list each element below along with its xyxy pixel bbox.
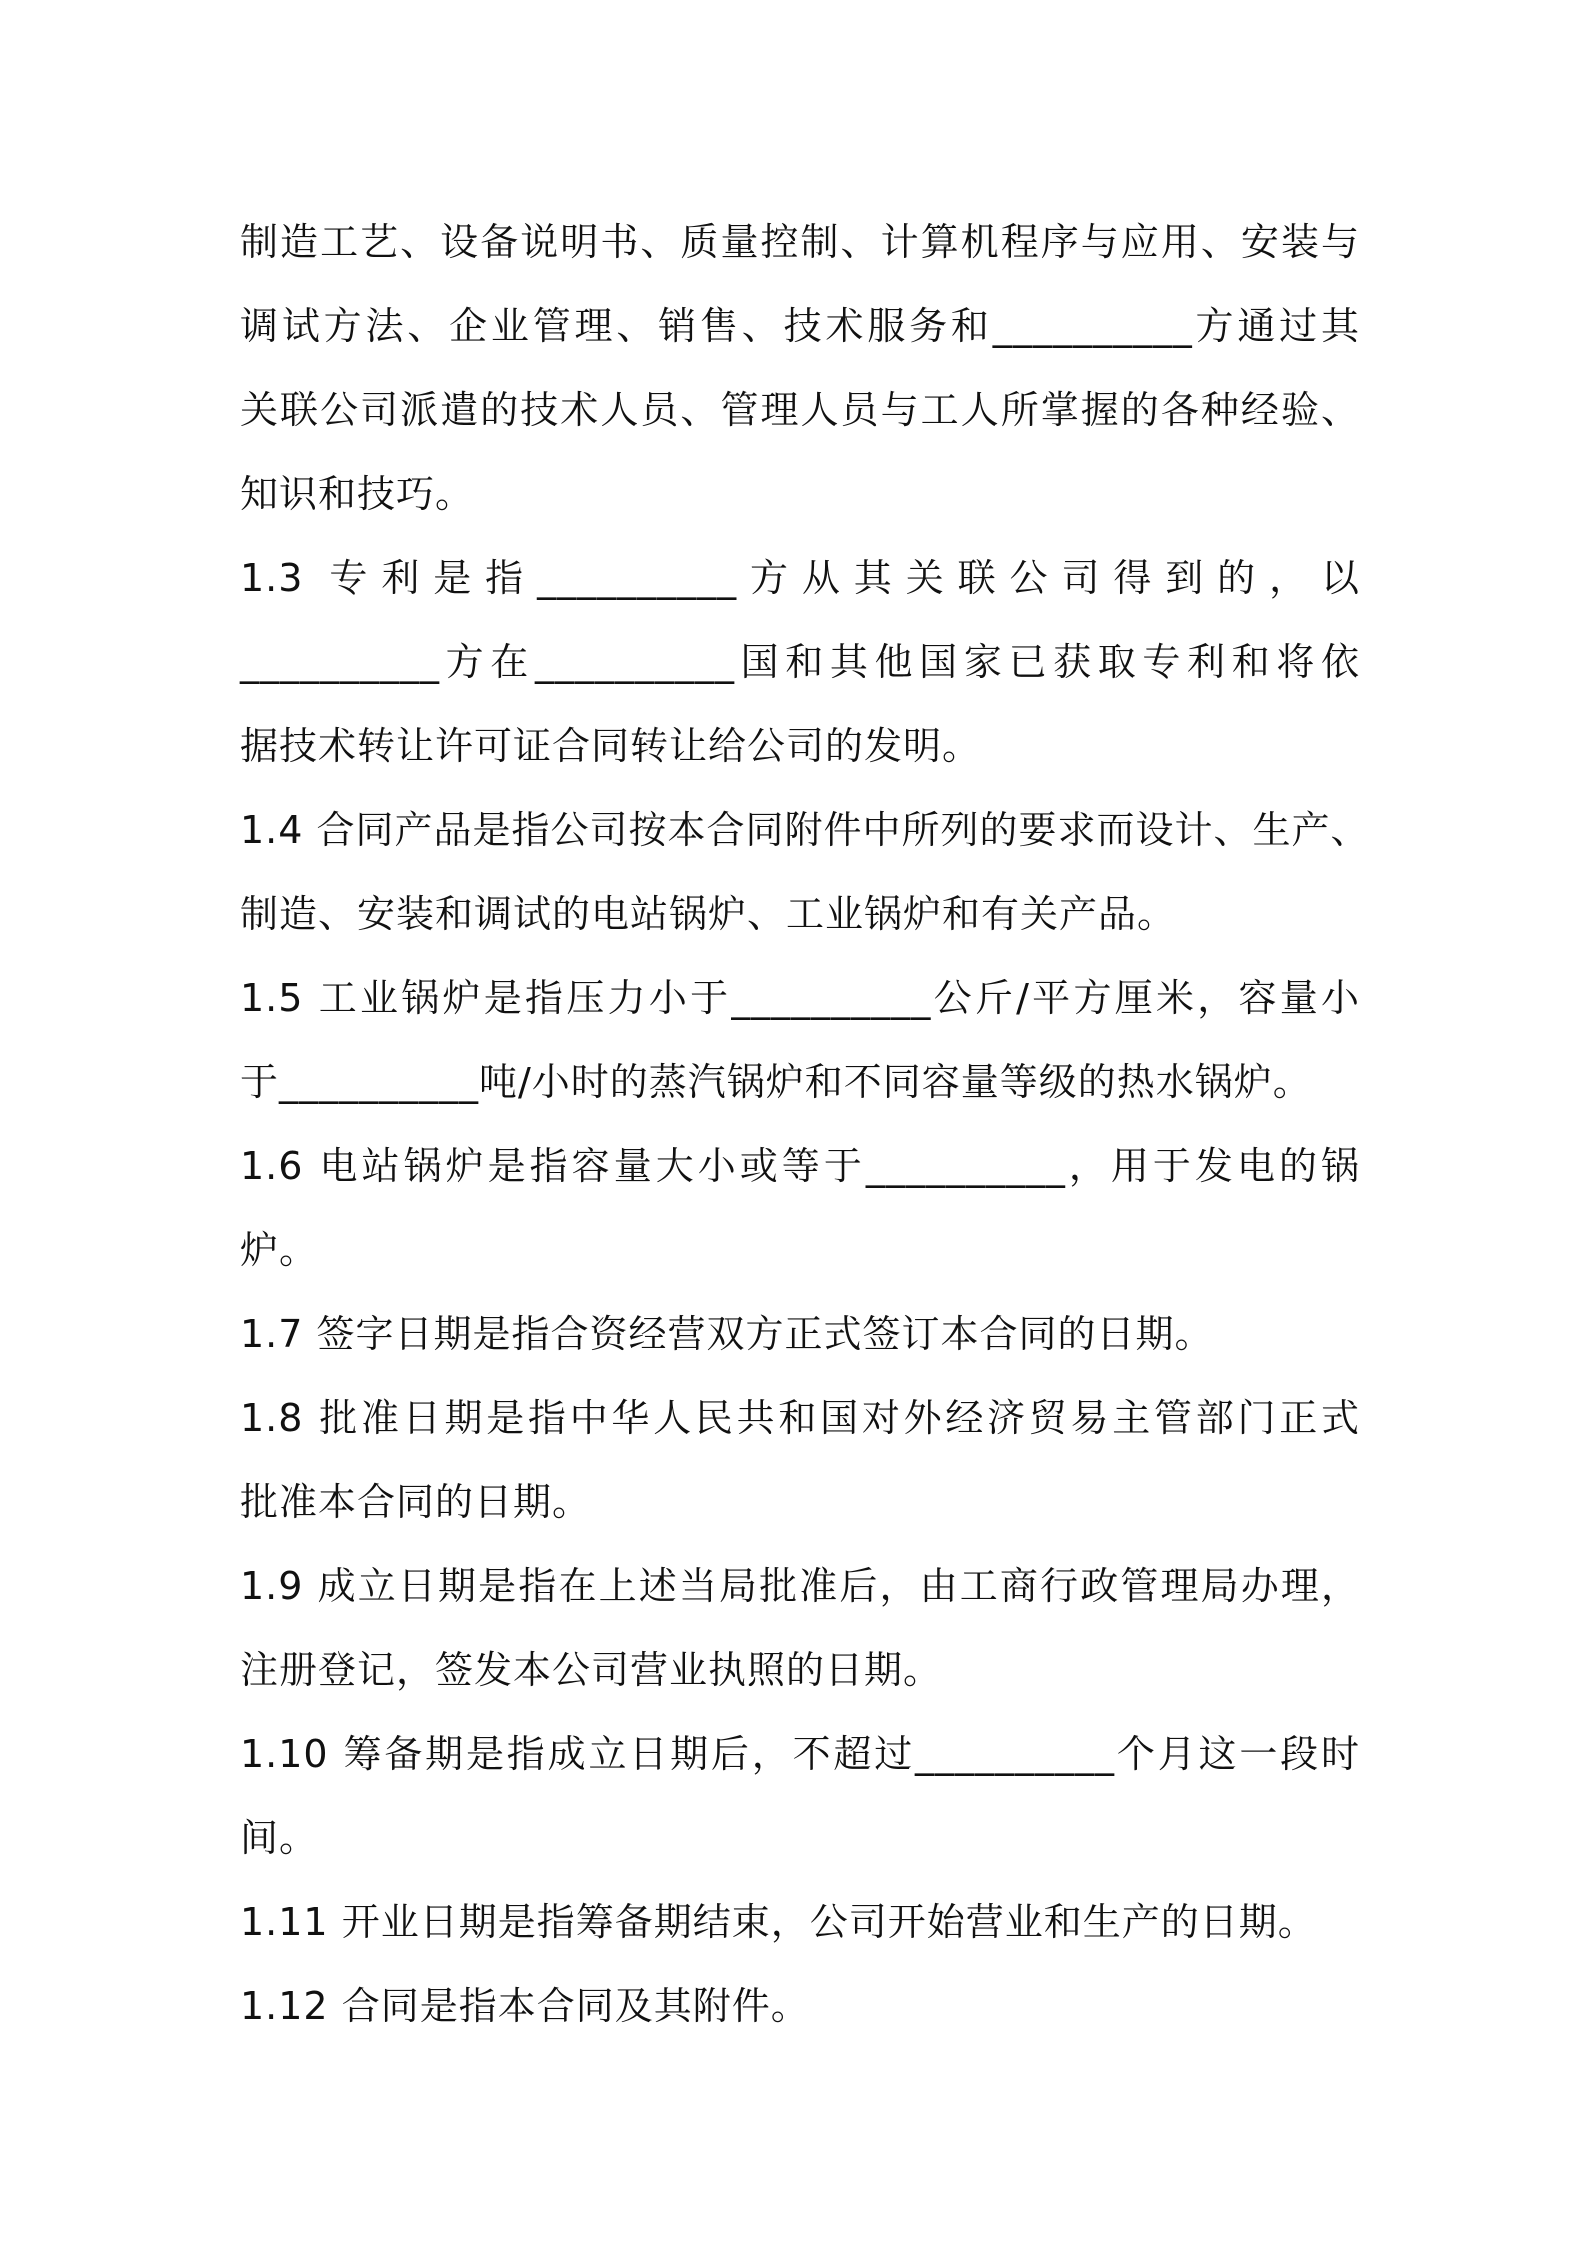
clause-1-10: 1.10 筹备期是指成立日期后，不超过__________个月这一段时 — [240, 1732, 1360, 1776]
text-line: 调试方法、企业管理、销售、技术服务和__________方通过其 — [240, 304, 1360, 348]
clause-1-11: 1.11 开业日期是指筹备期结束，公司开始营业和生产的日期。 — [240, 1900, 1317, 1944]
clause-1-12: 1.12 合同是指本合同及其附件。 — [240, 1984, 810, 2028]
text-line: __________方在__________国和其他国家已获取专利和将依 — [240, 640, 1360, 684]
text-line: 炉。 — [240, 1228, 319, 1272]
document-body — [240, 200, 1370, 2048]
text-line: 知识和技巧。 — [240, 472, 475, 516]
clause-1-6: 1.6 电站锅炉是指容量大小或等于__________，用于发电的锅 — [240, 1144, 1360, 1188]
clause-1-7: 1.7 签字日期是指合资经营双方正式签订本合同的日期。 — [240, 1312, 1214, 1356]
text-line: 关联公司派遣的技术人员、管理人员与工人所掌握的各种经验、 — [240, 388, 1360, 432]
text-line: 据技术转让许可证合同转让给公司的发明。 — [240, 724, 982, 768]
text-line: 批准本合同的日期。 — [240, 1480, 592, 1524]
clause-1-9: 1.9 成立日期是指在上述当局批准后，由工商行政管理局办理， — [240, 1564, 1360, 1608]
clause-1-3: 1.3 专利是指__________方从其关联公司得到的，以 — [240, 556, 1360, 600]
text-line: 间。 — [240, 1816, 319, 1860]
text-line: 注册登记，签发本公司营业执照的日期。 — [240, 1648, 943, 1692]
text-line: 于__________吨/小时的蒸汽锅炉和不同容量等级的热水锅炉。 — [240, 1060, 1312, 1104]
clause-1-4: 1.4 合同产品是指公司按本合同附件中所列的要求而设计、生产、 — [240, 808, 1370, 852]
text-line: 制造工艺、设备说明书、质量控制、计算机程序与应用、安装与 — [240, 220, 1360, 264]
text-line: 制造、安装和调试的电站锅炉、工业锅炉和有关产品。 — [240, 892, 1177, 936]
clause-1-5: 1.5 工业锅炉是指压力小于__________公斤/平方厘米，容量小 — [240, 976, 1360, 1020]
clause-1-8: 1.8 批准日期是指中华人民共和国对外经济贸易主管部门正式 — [240, 1396, 1360, 1440]
